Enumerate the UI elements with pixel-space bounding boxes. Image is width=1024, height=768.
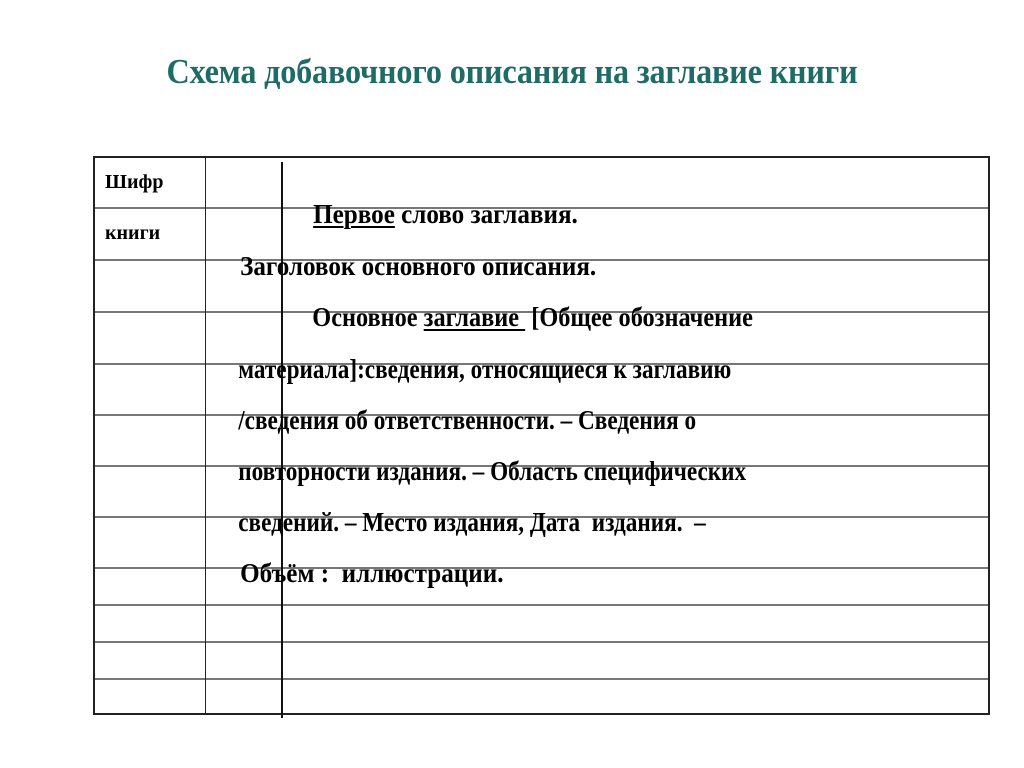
description-text: Основное: [312, 302, 424, 332]
description-text: [Общее обозначение: [525, 302, 753, 332]
description-text: сведений. – Место издания, Дата издания. –: [238, 507, 706, 537]
description-text: слово заглавия.: [394, 199, 578, 229]
cipher-label: Шифр: [105, 171, 164, 193]
cipher-column-divider: [205, 158, 206, 713]
page-title: Схема добавочного описания на заглавие книги: [166, 52, 858, 91]
title-word-underlined: заглавие: [423, 302, 526, 332]
description-text: материала]:сведения, относящиеся к заглавию: [238, 354, 732, 384]
first-word-underlined: Первое: [313, 199, 395, 229]
description-line-extent: [215, 527, 503, 620]
cipher-label-books: книги: [105, 222, 161, 244]
description-text: /сведения об ответственности. – Сведения о: [238, 405, 697, 435]
row-divider: [95, 678, 988, 680]
catalog-card-scheme: [93, 156, 990, 715]
description-text: Объём : иллюстрации.: [240, 558, 504, 588]
description-text: Заголовок основного описания.: [240, 251, 597, 281]
description-text: повторности издания. – Область специфических: [238, 456, 747, 486]
row-divider: [95, 641, 988, 643]
